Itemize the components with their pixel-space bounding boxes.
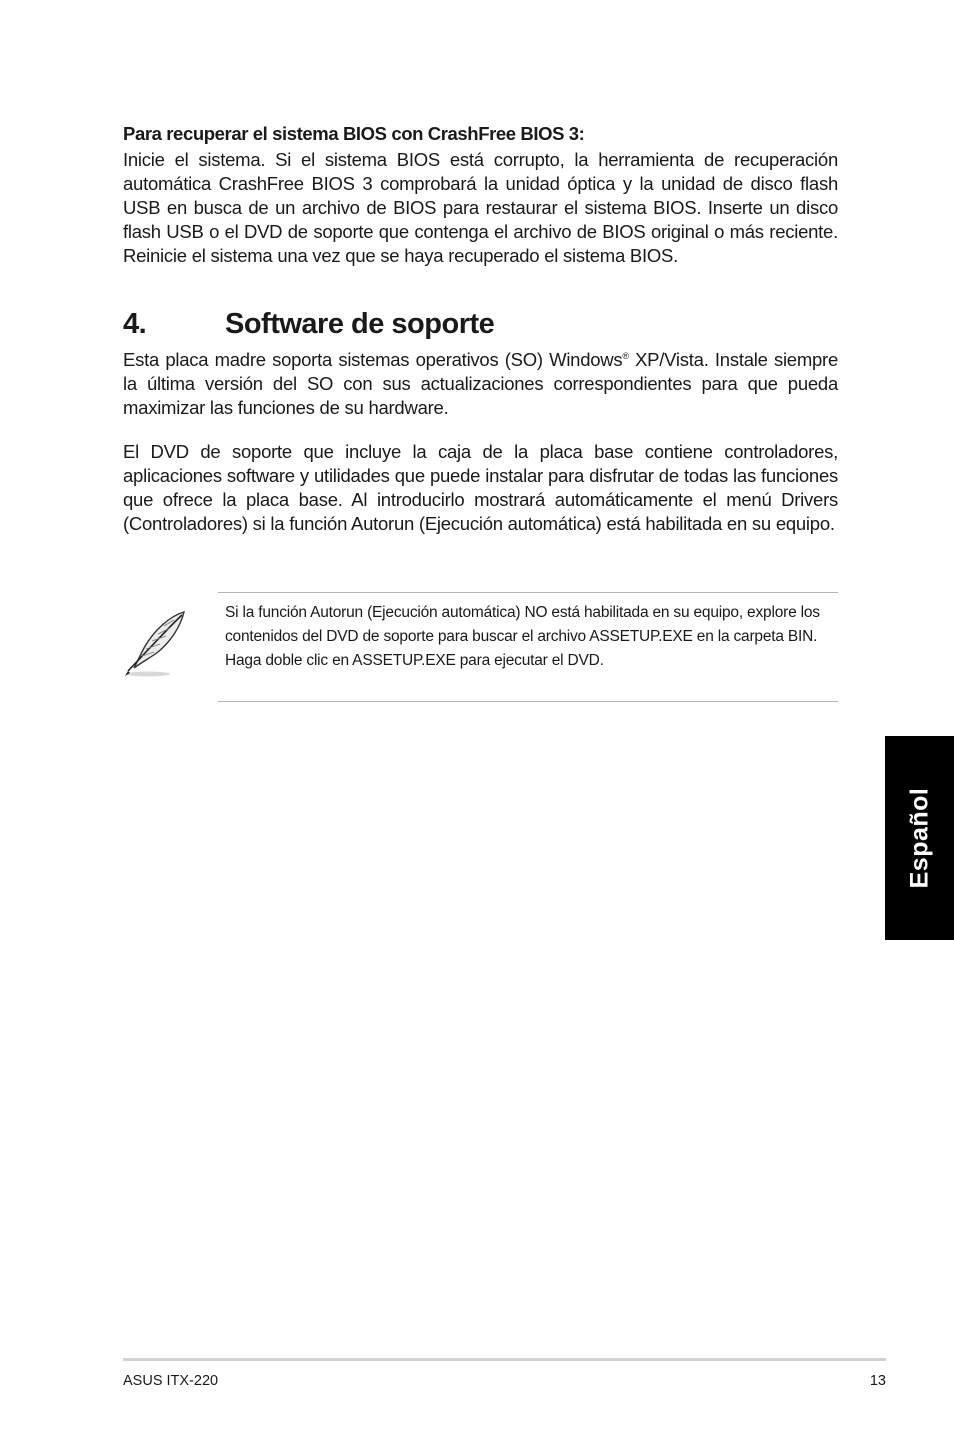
note-text: Si la función Autorun (Ejecución automática) NO está habilitada en su equipo, explore los contenidos del DVD de soporte para buscar el archivo ASSETUP.EXE en la carpeta BIN. Haga doble clic en ASSETUP.EXE para ejecutar el DVD. xyxy=(225,604,820,669)
feather-pen-icon xyxy=(120,608,190,680)
os-support-text-end: XP/Vista. Instale siempre la última versión del SO con sus actualizaciones correspondientes para que pueda maximizar las funciones de su hardware. xyxy=(123,349,838,418)
support-dvd-paragraph: El DVD de soporte que incluye la caja de la placa base contiene controladores, aplicaciones software y utilidades que puede instalar para disfrutar de todas las funciones que ofrece la placa base. Al introducirlo mostrará automáticamente el menú Drivers (Controladores) si la función Autorun (Ejecución automática) está habilitada en su equipo. xyxy=(123,441,838,534)
footer-product-name: ASUS ITX-220 xyxy=(123,1373,219,1389)
language-side-tab xyxy=(885,736,954,940)
section-number: 4. xyxy=(123,308,147,340)
os-support-text-start: Esta placa madre soporta sistemas operativos (SO) Windows xyxy=(123,349,623,370)
crashfree-subheading: Para recuperar el sistema BIOS con CrashFree BIOS 3: xyxy=(123,123,585,144)
registered-mark: ® xyxy=(622,350,629,361)
section-heading xyxy=(123,304,494,344)
footer-divider xyxy=(123,1358,886,1361)
os-support-paragraph xyxy=(123,348,838,420)
note-box xyxy=(218,592,838,702)
section-title: Software de soporte xyxy=(225,308,495,340)
language-tab-label: Español xyxy=(905,787,933,889)
crashfree-paragraph: Inicie el sistema. Si el sistema BIOS está corrupto, la herramienta de recuperación automática CrashFree BIOS 3 comprobará la unidad óptica y la unidad de disco flash USB en busca de un archivo de BIOS para restaurar el sistema BIOS. Inserte un disco flash USB o el DVD de soporte que contenga el archivo de BIOS original o más reciente. Reinicie el sistema una vez que se haya recuperado el sistema BIOS. xyxy=(123,149,838,266)
footer-page-number: 13 xyxy=(869,1373,886,1389)
